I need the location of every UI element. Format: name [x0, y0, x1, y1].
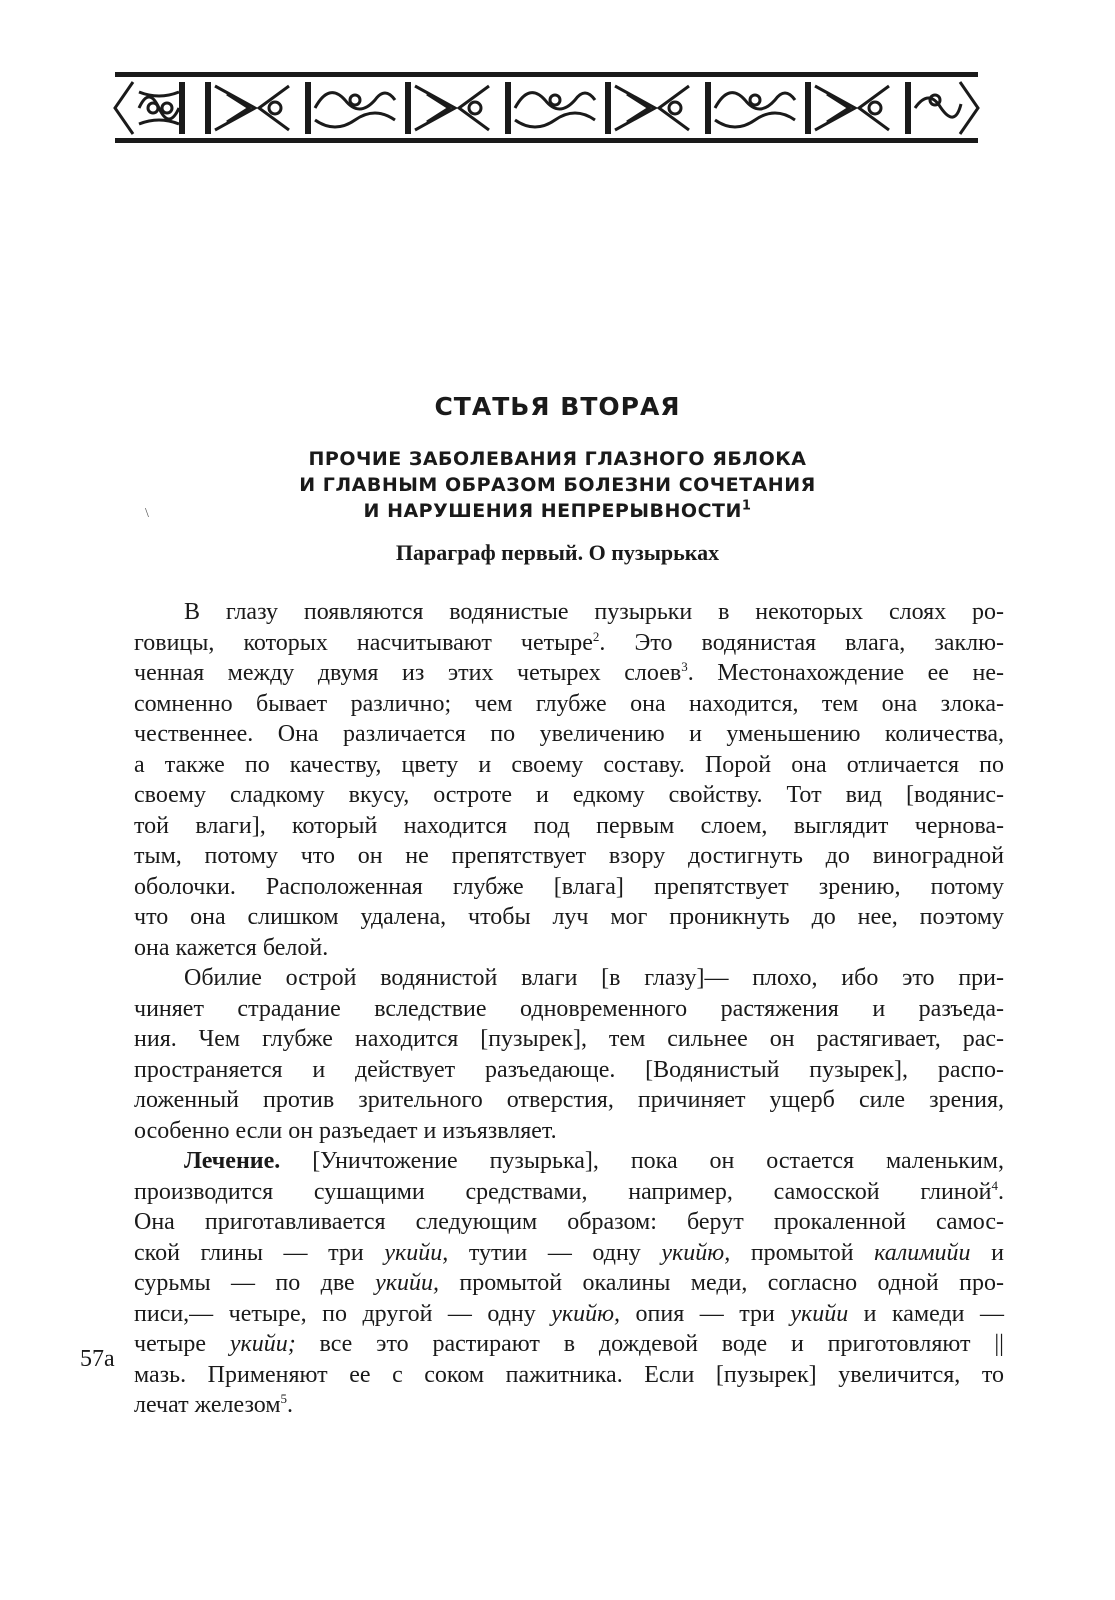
text-line: она кажется белой.	[134, 934, 329, 961]
text-line: производится сушащими средствами, например, самосской глиной$^4$.	[134, 1177, 1004, 1205]
body-text	[134, 597, 1004, 1421]
text-line: чиняет страдание вследствие одновременного растяжения и разъеда-	[134, 995, 1004, 1022]
chapter-subtitle-line-3-text: И НАРУШЕНИЯ НЕПРЕРЫВНОСТИ	[363, 500, 742, 522]
text-line: Лечение. [Уничтожение пузырька], пока он остается маленьким,	[184, 1148, 1004, 1174]
text-line: той влаги], который находится под первым слоем, выглядит чернова-	[134, 812, 1004, 839]
footnote-ref: 1	[741, 498, 752, 514]
text-line: ской глины — три укийи, тутии — одну укийю, промытой калимийи и	[134, 1239, 1005, 1266]
text-line: Она приготавливается следующим образом: берут прокаленной самос-	[134, 1209, 1004, 1235]
paragraph-heading: Параграф первый. О пузырьках	[395, 540, 720, 565]
text-line: сурьмы — по две укийи, промытой окалины меди, согласно одной про-	[134, 1270, 1004, 1296]
text-line: особенно если он разъедает и изъязвляет.	[134, 1117, 557, 1144]
text-line: сомненно бывает различно; чем глубже она находится, тем она злока-	[134, 690, 1004, 717]
chapter-subtitle-line-3	[0, 498, 1115, 524]
footnote-ref: 4	[991, 1177, 998, 1193]
text-line: что она слишком удалена, чтобы луч мог проникнуть до нее, поэтому	[134, 904, 1004, 930]
treatment-label: Лечение.	[184, 1148, 281, 1174]
text-line: оболочки. Расположенная глубже [влага] препятствует зрению, потому	[134, 873, 1004, 900]
footnote-ref: 2	[592, 628, 600, 644]
text-line: а также по качеству, цвету и своему составу. Порой она отличается по	[134, 751, 1004, 778]
margin-folio-note: 57а	[80, 1346, 115, 1372]
text-line: ченная между двумя из этих четырех слоев$^3$. Местонахождение ее не-	[134, 659, 1004, 686]
article-title: СТАТЬЯ ВТОРАЯ	[434, 392, 681, 421]
footnote-ref: 5	[280, 1391, 288, 1406]
text-line: своему сладкому вкусу, остроте и едкому свойству. Тот вид [водянис-	[134, 782, 1004, 808]
text-line: пространяется и действует разъедающе. [Водянистый пузырек], распо-	[134, 1056, 1004, 1083]
text-line: мазь. Применяют ее с соком пажитника. Если [пузырек] увеличится, то	[134, 1361, 1004, 1388]
text-line: писи,— четыре, по другой — одну укийю, опия — три укийи и камеди —	[134, 1300, 1005, 1327]
text-line: четыре укийи; все это растирают в дождевой воде и приготовляют ||	[134, 1331, 1004, 1357]
text-line: Обилие острой водянистой влаги [в глазу]— плохо, ибо это при-	[184, 965, 1004, 991]
text-line: ложенный против зрительного отверстия, причиняет ущерб силе зрения,	[134, 1087, 1004, 1113]
footnote-ref: 3	[681, 659, 688, 674]
stray-mark: \	[145, 506, 149, 521]
text-line: чественнее. Она различается по увеличению и уменьшению количества,	[134, 721, 1004, 747]
text-line: В глазу появляются водянистые пузырьки в некоторых слоях ро-	[184, 599, 1004, 625]
decorative-ornament-band	[113, 70, 980, 146]
text-line: ния. Чем глубже находится [пузырек], тем сильнее он растягивает, рас-	[134, 1026, 1004, 1052]
text-line: говицы, которых насчитывают четыре$^2$. Это водянистая влага, заклю-	[134, 628, 1005, 656]
text-line: тым, потому что он не препятствует взору достигнуть до виноградной	[134, 843, 1004, 869]
chapter-subtitle-line-1: ПРОЧИЕ ЗАБОЛЕВАНИЯ ГЛАЗНОГО ЯБЛОКА	[308, 448, 807, 470]
text-line: лечат железом$^5$.	[134, 1391, 294, 1418]
chapter-subtitle-line-2: И ГЛАВНЫМ ОБРАЗОМ БОЛЕЗНИ СОЧЕТАНИЯ	[299, 474, 816, 496]
